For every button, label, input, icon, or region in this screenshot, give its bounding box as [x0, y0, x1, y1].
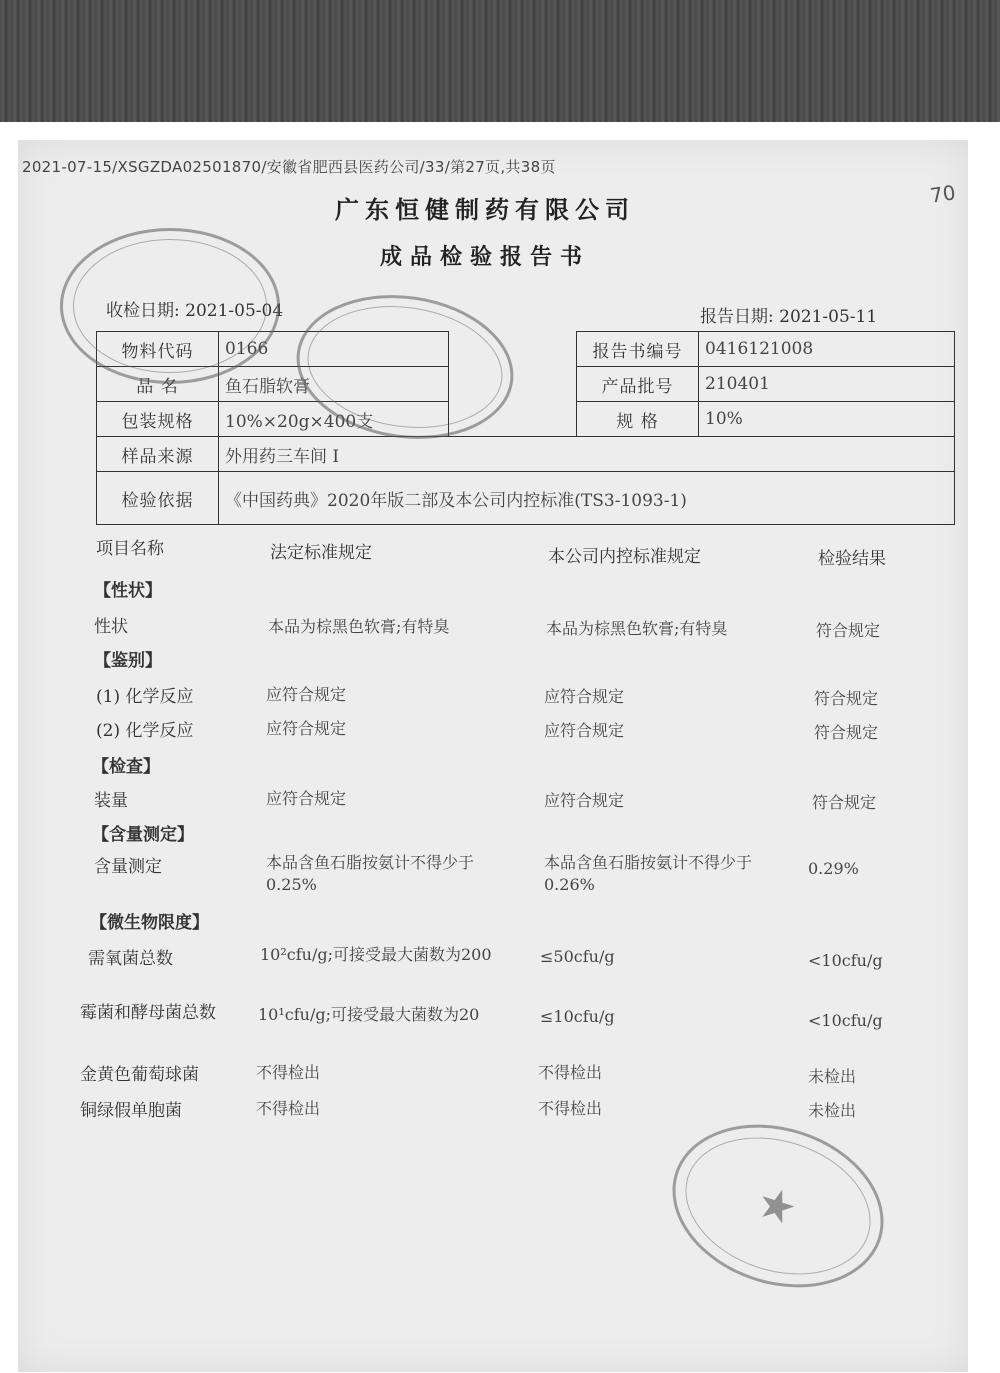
row-chem2-internal: 应符合规定 [544, 721, 625, 740]
basis-label: 检验依据 [97, 472, 219, 525]
row-staph-legal: 不得检出 [256, 1063, 321, 1082]
row-chem1-result: 符合规定 [814, 689, 879, 708]
source-value: 外用药三车间 I [219, 437, 955, 472]
row-mold-result: <10cfu/g [808, 1011, 883, 1030]
row-mold-name: 霉菌和酵母菌总数 [80, 1003, 216, 1023]
row-mold-internal: ≤10cfu/g [540, 1007, 615, 1026]
product-name-value: 鱼石脂软膏 [219, 367, 449, 402]
product-name-label: 品 名 [97, 367, 219, 402]
report-date-label: 报告日期: [700, 307, 774, 327]
report-no-value: 0416121008 [699, 332, 955, 367]
row-chem1-legal: 应符合规定 [266, 685, 347, 704]
row-mold-legal: 10¹cfu/g;可接受最大菌数为20 [258, 1005, 480, 1024]
archive-header-line: 2021-07-15/XSGZDA02501870/安徽省肥西县医药公司/33/第27页,共38页 [22, 158, 556, 176]
row-staph-internal: 不得检出 [538, 1063, 603, 1082]
handwritten-page-mark: 70 [928, 180, 957, 208]
row-fill-internal: 应符合规定 [544, 791, 625, 810]
section-character: 【性状】 [94, 581, 162, 601]
spec-value: 10% [699, 402, 955, 437]
material-code-label: 物料代码 [97, 332, 219, 367]
section-assay: 【含量测定】 [92, 825, 194, 845]
col-header-item: 项目名称 [96, 539, 164, 559]
row-fill-legal: 应符合规定 [266, 789, 347, 808]
row-aerobic-result: <10cfu/g [808, 951, 883, 970]
batch-value: 210401 [699, 367, 955, 402]
section-inspection: 【检查】 [92, 757, 160, 777]
report-date [700, 302, 877, 327]
row-fill-name: 装量 [94, 791, 128, 811]
row-character-name: 性状 [94, 617, 128, 637]
row-assay-internal: 本品含鱼石脂按氨计不得少于0.26% [544, 853, 753, 894]
package-value: 10%×20g×400支 [219, 402, 449, 437]
row-character-internal: 本品为棕黑色软膏;有特臭 [546, 619, 728, 638]
row-aerobic-name: 需氧菌总数 [88, 949, 173, 969]
basis-value: 《中国药典》2020年版二部及本公司内控标准(TS3-1093-1) [219, 472, 955, 525]
row-chem2-name: (2) 化学反应 [96, 721, 194, 741]
row-assay-legal: 本品含鱼石脂按氨计不得少于0.25% [266, 853, 475, 894]
row-chem1-internal: 应符合规定 [544, 687, 625, 706]
spec-label: 规 格 [577, 402, 699, 437]
report-date-value: 2021-05-11 [779, 307, 878, 327]
left-quality-seal [60, 228, 280, 384]
receive-date-label: 收检日期: [106, 301, 180, 321]
row-staph-result: 未检出 [808, 1067, 857, 1086]
receive-date-value: 2021-05-04 [185, 301, 284, 321]
row-chem1-name: (1) 化学反应 [96, 687, 194, 707]
row-assay-name: 含量测定 [94, 857, 162, 877]
row-pseudo-legal: 不得检出 [256, 1099, 321, 1118]
col-header-internal: 本公司内控标准规定 [548, 547, 701, 567]
seal-star-icon: ★ [750, 1175, 806, 1237]
section-microbe: 【微生物限度】 [90, 913, 209, 933]
row-character-legal: 本品为棕黑色软膏;有特臭 [268, 617, 450, 636]
row-pseudo-result: 未检出 [808, 1101, 857, 1120]
company-name: 广东恒健制药有限公司 [335, 195, 635, 224]
row-pseudo-name: 铜绿假单胞菌 [80, 1101, 182, 1121]
report-no-label: 报告书编号 [577, 332, 699, 367]
row-aerobic-internal: ≤50cfu/g [540, 947, 615, 966]
document-title: 成品检验报告书 [380, 244, 591, 270]
scan-margin [0, 0, 1000, 122]
row-aerobic-legal: 10²cfu/g;可接受最大菌数为200 [260, 945, 492, 964]
row-character-result: 符合规定 [816, 621, 881, 640]
row-assay-result: 0.29% [808, 859, 859, 878]
row-chem2-legal: 应符合规定 [266, 719, 347, 738]
source-label: 样品来源 [97, 437, 219, 472]
row-chem2-result: 符合规定 [814, 723, 879, 742]
section-identification: 【鉴别】 [94, 651, 162, 671]
package-label: 包装规格 [97, 402, 219, 437]
row-fill-result: 符合规定 [812, 793, 877, 812]
material-code-value: 0166 [219, 332, 449, 367]
row-pseudo-internal: 不得检出 [538, 1099, 603, 1118]
batch-label: 产品批号 [577, 367, 699, 402]
col-header-legal: 法定标准规定 [270, 543, 372, 563]
row-staph-name: 金黄色葡萄球菌 [80, 1065, 199, 1085]
col-header-result: 检验结果 [818, 549, 886, 569]
